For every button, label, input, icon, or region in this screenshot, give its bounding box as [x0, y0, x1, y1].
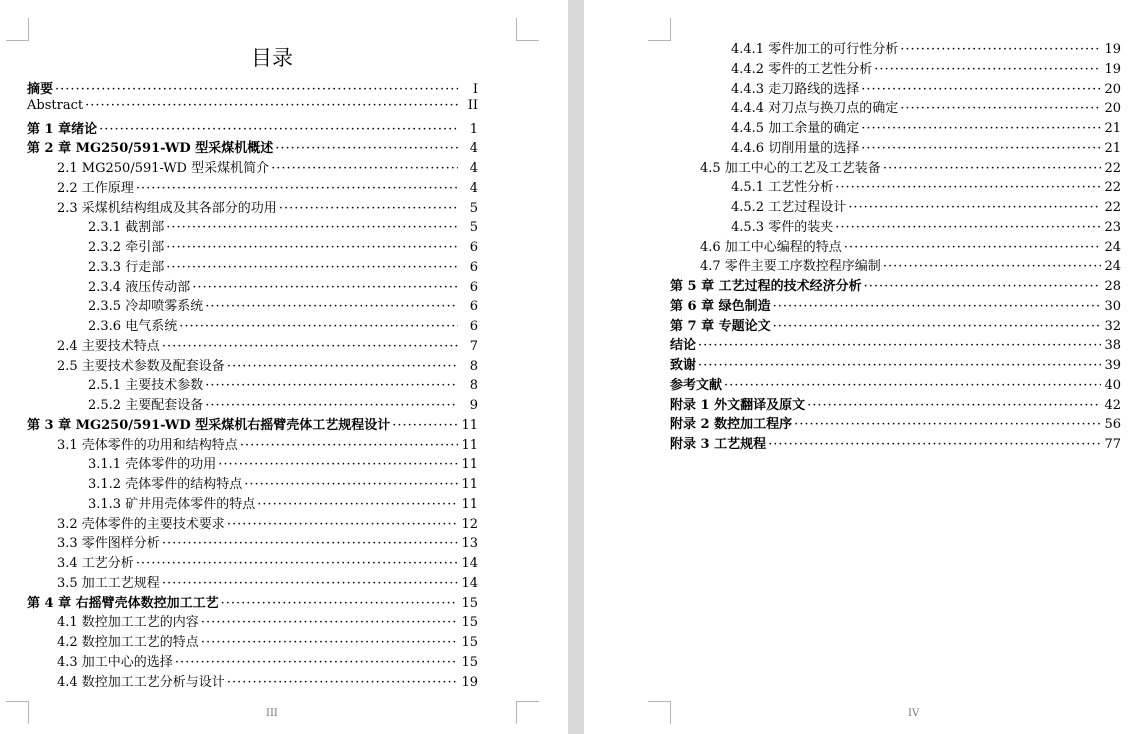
toc-entry-page: 15: [461, 654, 478, 670]
toc-entry-label: 4.4.2 零件的工艺性分析: [731, 61, 873, 77]
leader-dots: [175, 655, 458, 670]
toc-entry-page: 4: [469, 161, 478, 176]
toc-entry-label: 4.5.1 工艺性分析: [731, 180, 834, 196]
leader-dots: [99, 122, 458, 137]
leader-dots: [883, 161, 1101, 176]
toc-entry-page: 5: [469, 200, 478, 216]
toc-entry[interactable]: [27, 671, 478, 691]
toc-entry-page: 6: [469, 299, 478, 315]
leader-dots: [698, 358, 1101, 373]
toc-entry-label: 2.5.1 主要技术参数: [88, 378, 204, 394]
toc-entry-label: 4.4.1 零件加工的可行性分析: [731, 42, 899, 57]
toc-list-left: [27, 78, 478, 690]
leader-dots: [162, 576, 458, 591]
toc-entry[interactable]: [27, 137, 478, 157]
toc-entry[interactable]: [27, 651, 478, 671]
toc-entry-page: 11: [461, 457, 478, 473]
leader-dots: [227, 359, 458, 374]
toc-entry-page: 22: [1104, 200, 1121, 215]
leader-dots: [162, 536, 458, 551]
toc-entry-label: 2.3.5 冷却喷雾系统: [88, 299, 204, 315]
crop-mark: [648, 701, 671, 724]
toc-entry-page: 22: [1104, 180, 1121, 196]
leader-dots: [861, 141, 1101, 156]
toc-entry[interactable]: [670, 216, 1121, 236]
toc-entry-page: 14: [461, 556, 478, 571]
toc-entry-page: 9: [469, 398, 478, 413]
leader-dots: [724, 378, 1101, 393]
toc-entry-label: 2.3.4 液压传动部: [88, 279, 191, 295]
toc-entry[interactable]: [27, 355, 478, 375]
toc-entry-label: 2.5 主要技术参数及配套设备: [57, 358, 225, 374]
toc-entry-label: 2.4 主要技术特点: [57, 338, 160, 354]
toc-entry-page: 8: [469, 378, 478, 394]
toc-entry[interactable]: [670, 354, 1121, 374]
toc-entry[interactable]: [27, 493, 478, 513]
leader-dots: [807, 398, 1101, 413]
leader-dots: [773, 299, 1101, 314]
toc-entry-label: 摘要: [27, 82, 54, 97]
toc-entry-label: 第 2 章 MG250/591-WD 型采煤机概述: [27, 141, 274, 157]
toc-entry[interactable]: [27, 295, 478, 315]
toc-list-right: [670, 38, 1121, 453]
leader-dots: [844, 240, 1101, 255]
leader-dots: [864, 279, 1101, 294]
toc-entry-page: 20: [1104, 81, 1121, 97]
leader-dots: [698, 338, 1101, 353]
leader-dots: [257, 497, 458, 512]
toc-entry-label: 2.3.6 电气系统: [88, 319, 178, 334]
toc-entry[interactable]: [670, 196, 1121, 216]
toc-entry-label: 2.3.3 行走部: [88, 259, 165, 275]
leader-dots: [201, 635, 458, 650]
document-page-right: [584, 0, 1142, 734]
toc-entry[interactable]: [27, 177, 478, 197]
toc-entry-page: 1: [469, 121, 478, 137]
toc-entry[interactable]: [670, 157, 1121, 177]
toc-entry-page: 24: [1104, 239, 1121, 255]
toc-entry[interactable]: [670, 236, 1121, 256]
leader-dots: [900, 42, 1101, 57]
toc-entry[interactable]: [670, 176, 1121, 196]
toc-entry[interactable]: [670, 38, 1121, 58]
toc-entry-label: 2.2 工作原理: [57, 180, 134, 196]
leader-dots: [848, 200, 1101, 215]
toc-entry-label: 4.1 数控加工工艺的内容: [57, 615, 199, 631]
toc-entry-page: 20: [1104, 101, 1121, 117]
toc-entry-page: 40: [1104, 377, 1121, 393]
leader-dots: [205, 299, 458, 314]
toc-entry-page: 11: [461, 417, 478, 433]
toc-entry-label: 4.3 加工中心的选择: [57, 654, 173, 670]
toc-entry[interactable]: [27, 78, 478, 98]
leader-dots: [227, 675, 458, 690]
leader-dots: [244, 477, 458, 492]
document-page-left: [0, 0, 568, 734]
toc-entry-label: 2.3 采煤机结构组成及其各部分的功用: [57, 200, 277, 216]
toc-entry[interactable]: [670, 117, 1121, 137]
toc-entry-label: 3.3 零件图样分析: [57, 536, 160, 552]
toc-entry-page: 28: [1104, 279, 1121, 294]
leader-dots: [227, 517, 458, 532]
toc-entry[interactable]: [670, 78, 1121, 98]
leader-dots: [162, 339, 458, 354]
toc-entry-page: 56: [1104, 417, 1121, 433]
toc-entry-label: 2.3.2 牵引部: [88, 240, 165, 255]
toc-entry-label: 附录 2 数控加工程序: [670, 417, 793, 433]
toc-entry-page: 77: [1104, 437, 1121, 452]
leader-dots: [271, 161, 458, 176]
toc-entry[interactable]: [27, 513, 478, 533]
toc-entry[interactable]: [27, 118, 478, 138]
toc-entry[interactable]: [27, 592, 478, 612]
toc-entry-label: 4.4 数控加工工艺分析与设计: [57, 674, 225, 690]
toc-entry[interactable]: [27, 572, 478, 592]
toc-entry-page: 19: [461, 674, 478, 690]
toc-entry-page: 14: [461, 575, 478, 591]
toc-entry-label: 参考文献: [670, 377, 723, 393]
crop-mark: [648, 18, 671, 41]
toc-entry[interactable]: [27, 532, 478, 552]
leader-dots: [136, 556, 458, 571]
toc-entry-label: 4.2 数控加工工艺的特点: [57, 635, 199, 650]
crop-mark: [6, 18, 29, 41]
leader-dots: [85, 98, 458, 113]
toc-entry-page: 6: [469, 259, 478, 275]
toc-entry-label: 3.5 加工工艺规程: [57, 575, 160, 591]
leader-dots: [768, 437, 1101, 452]
toc-entry-page: 11: [461, 477, 478, 492]
toc-entry[interactable]: [27, 631, 478, 651]
leader-dots: [773, 319, 1101, 334]
toc-entry-page: 13: [461, 536, 478, 552]
toc-entry[interactable]: [670, 255, 1121, 275]
leader-dots: [55, 82, 458, 97]
leader-dots: [794, 417, 1101, 432]
toc-entry-page: 6: [469, 319, 478, 334]
toc-entry-page: 15: [461, 615, 478, 631]
toc-entry-label: 附录 3 工艺规程: [670, 437, 767, 452]
toc-entry-page: 32: [1104, 318, 1121, 334]
page-number-footer: IV: [908, 708, 920, 719]
toc-entry-page: 23: [1104, 219, 1121, 235]
toc-entry-page: 4: [469, 141, 478, 157]
toc-entry[interactable]: [670, 374, 1121, 394]
toc-entry-label: 结论: [670, 338, 697, 354]
toc-entry-label: 第 3 章 MG250/591-WD 型采煤机右摇臂壳体工艺规程设计: [27, 417, 391, 433]
leader-dots: [835, 180, 1101, 195]
page-number-footer: III: [266, 708, 278, 719]
toc-entry-label: 3.2 壳体零件的主要技术要求: [57, 516, 225, 532]
toc-entry-label: 第 5 章 工艺过程的技术经济分析: [670, 279, 862, 294]
leader-dots: [218, 457, 458, 472]
toc-entry-label: 3.1.3 矿井用壳体零件的特点: [88, 496, 256, 512]
toc-entry[interactable]: [27, 216, 478, 236]
toc-entry-label: 4.5.2 工艺过程设计: [731, 200, 847, 215]
toc-entry-page: 19: [1104, 61, 1121, 77]
toc-entry-page: 39: [1104, 358, 1121, 373]
leader-dots: [221, 596, 458, 611]
toc-entry-page: 19: [1104, 42, 1121, 57]
toc-entry[interactable]: [27, 453, 478, 473]
toc-entry-label: 2.1 MG250/591-WD 型采煤机简介: [57, 161, 270, 176]
toc-entry-page: 5: [469, 220, 478, 236]
toc-entry[interactable]: [27, 611, 478, 631]
leader-dots: [874, 62, 1101, 77]
leader-dots: [861, 121, 1101, 136]
toc-entry[interactable]: [27, 473, 478, 493]
leader-dots: [166, 260, 458, 275]
toc-entry[interactable]: [27, 315, 478, 335]
toc-entry-page: 6: [469, 279, 478, 295]
toc-title: 目录: [251, 46, 293, 70]
leader-dots: [136, 181, 458, 196]
toc-entry[interactable]: [27, 552, 478, 572]
toc-entry-page: 24: [1104, 259, 1121, 275]
toc-entry[interactable]: [670, 295, 1121, 315]
toc-entry-page: 15: [461, 635, 478, 650]
toc-entry-page: 8: [469, 358, 478, 374]
toc-entry[interactable]: [27, 276, 478, 296]
leader-dots: [392, 418, 458, 433]
leader-dots: [192, 280, 458, 295]
toc-entry-label: 3.1.1 壳体零件的功用: [88, 457, 217, 473]
toc-entry-label: 4.4.4 对刀点与换刀点的确定: [731, 101, 899, 117]
toc-entry[interactable]: [27, 394, 478, 414]
leader-dots: [166, 240, 458, 255]
toc-entry[interactable]: [670, 394, 1121, 414]
toc-entry-label: 4.4.6 切削用量的选择: [731, 140, 860, 156]
toc-entry-page: 15: [461, 595, 478, 611]
toc-entry[interactable]: [27, 335, 478, 355]
toc-entry-label: 4.5.3 零件的装夹: [731, 219, 834, 235]
toc-entry-page: I: [472, 82, 478, 97]
toc-entry[interactable]: [27, 236, 478, 256]
toc-entry-label: 3.1.2 壳体零件的结构特点: [88, 477, 243, 492]
toc-entry-label: 2.5.2 主要配套设备: [88, 398, 204, 413]
toc-entry-label: 4.4.5 加工余量的确定: [731, 121, 860, 136]
crop-mark: [6, 701, 29, 724]
crop-mark: [516, 18, 539, 41]
leader-dots: [166, 220, 458, 235]
page-gutter: [568, 0, 584, 734]
toc-entry-page: 42: [1104, 397, 1121, 413]
toc-entry-page: 11: [461, 437, 478, 453]
toc-entry-page: II: [467, 97, 478, 113]
toc-entry[interactable]: [670, 137, 1121, 157]
toc-entry[interactable]: [27, 98, 478, 118]
toc-entry[interactable]: [27, 434, 478, 454]
toc-entry[interactable]: [670, 97, 1121, 117]
toc-entry-label: 致谢: [670, 358, 697, 373]
toc-entry-label: 2.3.1 截割部: [88, 220, 165, 236]
toc-entry-label: 3.1 壳体零件的功用和结构特点: [57, 437, 238, 453]
leader-dots: [201, 615, 458, 630]
toc-entry[interactable]: [27, 374, 478, 394]
leader-dots: [861, 82, 1101, 97]
crop-mark: [516, 701, 539, 724]
toc-entry-label: 附录 1 外文翻译及原文: [670, 397, 806, 413]
leader-dots: [240, 438, 458, 453]
leader-dots: [179, 319, 458, 334]
toc-entry-page: 11: [461, 496, 478, 512]
toc-entry-label: 4.4.3 走刀路线的选择: [731, 81, 860, 97]
toc-entry[interactable]: [670, 58, 1121, 78]
toc-entry-label: 第 7 章 专题论文: [670, 318, 771, 334]
toc-entry[interactable]: [27, 414, 478, 434]
toc-entry[interactable]: [27, 256, 478, 276]
leader-dots: [205, 378, 458, 393]
toc-entry-label: 4.7 零件主要工序数控程序编制: [700, 259, 881, 275]
toc-entry[interactable]: [670, 413, 1121, 433]
toc-entry-page: 38: [1104, 338, 1121, 354]
toc-entry-page: 21: [1104, 121, 1121, 136]
leader-dots: [279, 201, 458, 216]
toc-entry-label: 3.4 工艺分析: [57, 556, 134, 571]
toc-entry-page: 7: [469, 338, 478, 354]
toc-entry-page: 21: [1104, 140, 1121, 156]
toc-entry-label: 4.6 加工中心编程的特点: [700, 239, 842, 255]
toc-entry-label: 第 1 章绪论: [27, 121, 98, 137]
toc-entry-label: 第 4 章 右摇臂壳体数控加工工艺: [27, 595, 219, 611]
toc-entry[interactable]: [670, 433, 1121, 453]
leader-dots: [900, 101, 1101, 116]
toc-entry-page: 6: [469, 240, 478, 255]
toc-entry-label: 第 6 章 绿色制造: [670, 298, 771, 314]
leader-dots: [883, 259, 1101, 274]
toc-entry[interactable]: [670, 275, 1121, 295]
toc-entry[interactable]: [27, 197, 478, 217]
toc-entry[interactable]: [27, 157, 478, 177]
leader-dots: [205, 398, 458, 413]
toc-entry-page: 22: [1104, 160, 1121, 176]
toc-entry-page: 30: [1104, 298, 1121, 314]
toc-entry[interactable]: [670, 315, 1121, 335]
toc-entry[interactable]: [670, 334, 1121, 354]
toc-entry-page: 12: [461, 516, 478, 532]
toc-entry-label: 4.5 加工中心的工艺及工艺装备: [700, 160, 881, 176]
toc-entry-page: 4: [469, 180, 478, 196]
toc-entry-label: Abstract: [27, 97, 84, 113]
leader-dots: [275, 141, 458, 156]
leader-dots: [835, 220, 1101, 235]
